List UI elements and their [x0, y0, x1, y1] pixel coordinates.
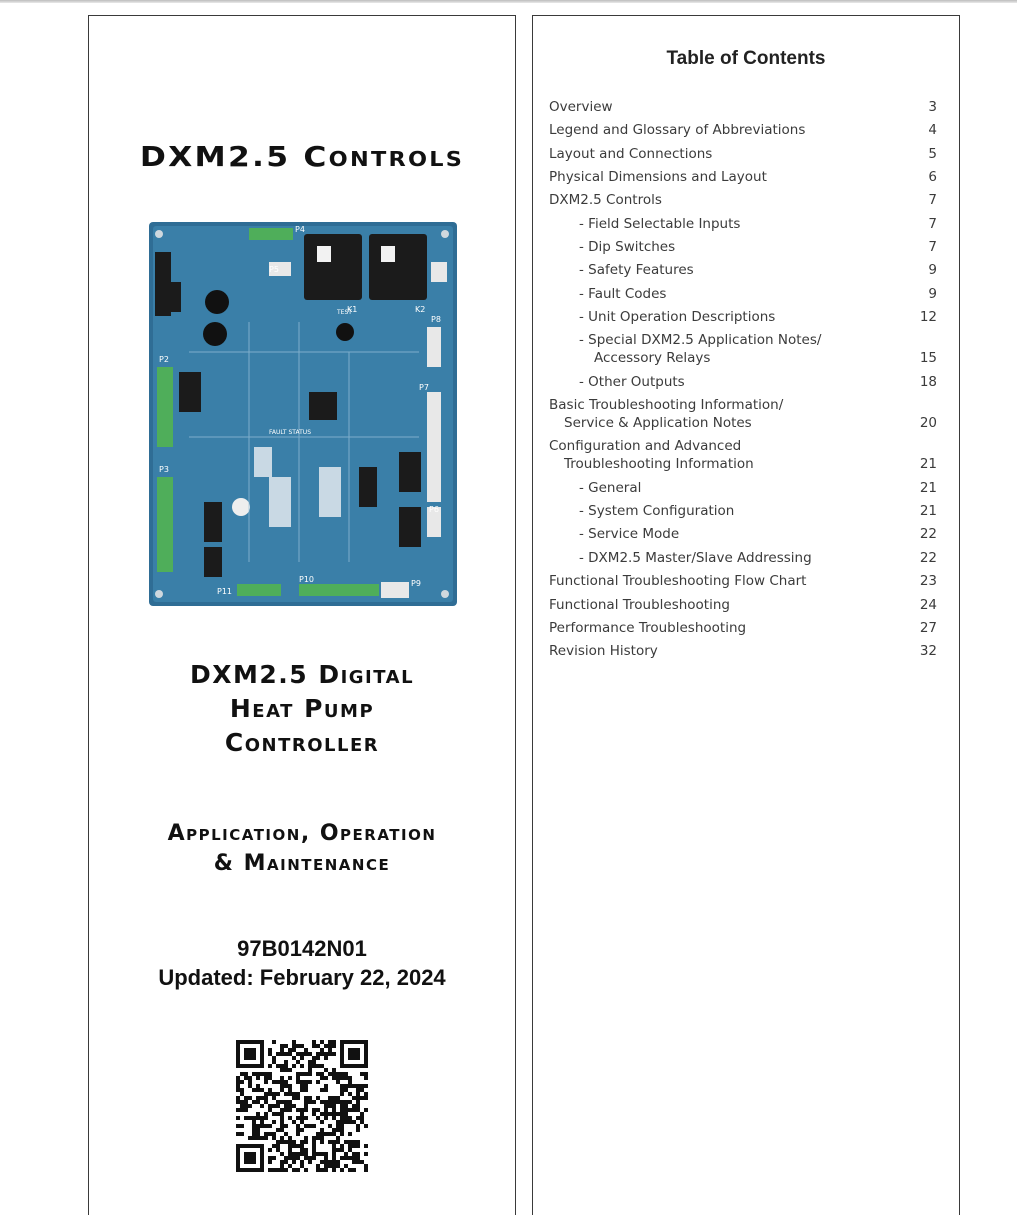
toc-entry-label — [549, 261, 937, 279]
toc-entry-page-number: 6 — [928, 169, 937, 185]
toc-entry-label — [549, 98, 937, 116]
toc-entry[interactable] — [549, 261, 937, 279]
toc-entry[interactable] — [549, 238, 937, 256]
toc-entry-label-line: Overview — [549, 99, 613, 115]
toc-entry-page-number: 5 — [928, 146, 937, 162]
toc-entry-page-number: 21 — [919, 480, 937, 496]
toc-entry-page-number: 21 — [919, 503, 937, 519]
qr-code-icon — [236, 1040, 368, 1172]
board-label-k1: K1 — [347, 305, 358, 314]
toc-entry-page-number: 7 — [928, 239, 937, 255]
toc-entry[interactable] — [549, 373, 937, 391]
toc-entry[interactable] — [549, 308, 937, 326]
toc-entry-label — [549, 479, 937, 497]
cover-title: DXM2.5 Controls — [139, 140, 465, 173]
toc-entry-label-line: Performance Troubleshooting — [549, 620, 747, 636]
toc-entry-label — [549, 168, 937, 186]
toc-entry-page-number: 9 — [928, 262, 937, 278]
toc-entry-label-line: - Dip Switches — [579, 239, 676, 255]
toc-entry-label — [549, 437, 937, 473]
toc-entry-page-number: 20 — [919, 415, 937, 431]
toc-entry-label — [549, 145, 937, 163]
toc-entry-label-line: Legend and Glossary of Abbreviations — [549, 122, 806, 138]
toc-entry-page-number: 15 — [919, 350, 937, 366]
toc-entry-label-line: - Safety Features — [579, 262, 694, 278]
toc-title: Table of Contents — [666, 48, 826, 69]
toc-entry-label-line: DXM2.5 Controls — [549, 192, 662, 208]
toc-entry[interactable] — [549, 619, 937, 637]
board-label-p8: P8 — [431, 315, 441, 324]
toc-entry[interactable] — [549, 437, 937, 473]
subtitle-line: Heat Pump — [229, 694, 375, 723]
toc-entry-label — [549, 238, 937, 256]
toc-entry-page-number: 27 — [919, 620, 937, 636]
toc-entry[interactable] — [549, 98, 937, 116]
toc-entry-page-number: 4 — [928, 122, 937, 138]
toc-entry[interactable] — [549, 331, 937, 367]
toc-entry-label-line: Revision History — [549, 643, 658, 659]
board-label-p10: P10 — [299, 575, 315, 584]
toc-entry-label — [549, 285, 937, 303]
toc-entry[interactable] — [549, 479, 937, 497]
toc-entry[interactable] — [549, 145, 937, 163]
toc-entry-label — [549, 619, 937, 637]
toc-entry-page-number: 18 — [919, 374, 937, 390]
subtitle-line: & Maintenance — [213, 851, 391, 876]
toc-entry[interactable] — [549, 502, 937, 520]
toc-entry-label-line: - System Configuration — [579, 503, 735, 519]
board-label-p5: P5 — [269, 265, 279, 274]
updated-date: Updated: February 22, 2024 — [158, 965, 446, 990]
toc-entry-label-line: Layout and Connections — [549, 146, 713, 162]
toc-entry-label-line: Physical Dimensions and Layout — [549, 169, 767, 185]
toc-entry-label-line: - Special DXM2.5 Application Notes/ — [579, 332, 822, 348]
toc-entry-label — [549, 642, 937, 660]
toc-entry[interactable] — [549, 642, 937, 660]
toc-entry-label-continuation: Troubleshooting Information — [564, 456, 754, 472]
toc-entry-label — [549, 396, 937, 432]
subtitle-line: DXM2.5 Digital — [189, 660, 415, 689]
toc-entry-page-number: 12 — [919, 309, 937, 325]
toc-entry-label — [549, 572, 937, 590]
toc-entry-page-number: 21 — [919, 456, 937, 472]
toc-entry-label — [549, 525, 937, 543]
toc-entry-label-continuation: Service & Application Notes — [564, 415, 752, 431]
subtitle-line: Application, Operation — [167, 821, 437, 846]
toc-entry-label-line: - General — [579, 480, 642, 496]
toc-entry-label-line: - Field Selectable Inputs — [579, 216, 741, 232]
toc-entry[interactable] — [549, 549, 937, 567]
toc-entry[interactable] — [549, 121, 937, 139]
toc-entry[interactable] — [549, 396, 937, 432]
cover-page — [88, 15, 516, 1215]
document-number: 97B0142N01 — [237, 936, 367, 961]
board-label-p2: P2 — [159, 355, 169, 364]
toc-entry-label — [549, 215, 937, 233]
circuit-board-image — [149, 222, 457, 606]
toc-entry-page-number: 7 — [928, 216, 937, 232]
toc-entry-page-number: 3 — [928, 99, 937, 115]
toc-page — [532, 15, 960, 1215]
toc-entry-page-number: 22 — [919, 526, 937, 542]
toc-entry-label — [549, 373, 937, 391]
board-label-p4: P4 — [295, 225, 305, 234]
board-label-test: TEST — [337, 309, 352, 316]
toc-entry-page-number: 23 — [919, 573, 937, 589]
window-top-edge — [0, 0, 1017, 3]
board-label-p7: P7 — [419, 383, 429, 392]
toc-entry-label-line: - DXM2.5 Master/Slave Addressing — [579, 550, 812, 566]
board-label-p11: P11 — [217, 587, 233, 596]
toc-entry-page-number: 22 — [919, 550, 937, 566]
board-label-p3: P3 — [159, 465, 169, 474]
toc-entry-label — [549, 308, 937, 326]
toc-entry-label-line: Functional Troubleshooting Flow Chart — [549, 573, 807, 589]
toc-entry-label-line: - Service Mode — [579, 526, 680, 542]
toc-entry-page-number: 32 — [919, 643, 937, 659]
toc-entry-label — [549, 502, 937, 520]
toc-entry-page-number: 7 — [928, 192, 937, 208]
toc-entry-label-line: Functional Troubleshooting — [549, 597, 730, 613]
toc-entry-label-line: - Other Outputs — [579, 374, 685, 390]
toc-entry-label-line: - Unit Operation Descriptions — [579, 309, 776, 325]
toc-entry[interactable] — [549, 572, 937, 590]
subtitle-line: Controller — [224, 728, 380, 757]
toc-entry-label — [549, 191, 937, 209]
toc-entry-label — [549, 331, 937, 367]
toc-entry-label — [549, 549, 937, 567]
toc-entry-label-line: - Fault Codes — [579, 286, 667, 302]
toc-entry[interactable] — [549, 285, 937, 303]
toc-entry[interactable] — [549, 215, 937, 233]
toc-entry-label — [549, 121, 937, 139]
board-label-k2: K2 — [415, 305, 426, 314]
toc-entry-page-number: 9 — [928, 286, 937, 302]
toc-entry-label-line: Basic Troubleshooting Information/ — [549, 397, 784, 413]
cover-subtitle — [89, 658, 515, 760]
toc-entry-label-continuation: Accessory Relays — [594, 350, 711, 366]
toc-entry[interactable] — [549, 191, 937, 209]
cover-subtitle-application — [89, 819, 515, 879]
toc-entry-page-number: 24 — [919, 597, 937, 613]
board-label-p9: P9 — [411, 579, 421, 588]
board-label-fault: FAULT STATUS — [269, 429, 311, 436]
document-code-block — [89, 934, 515, 992]
toc-entry-label-line: Configuration and Advanced — [549, 438, 742, 454]
toc-entry[interactable] — [549, 525, 937, 543]
toc-entry-label — [549, 596, 937, 614]
toc-entry[interactable] — [549, 168, 937, 186]
toc-entry[interactable] — [549, 596, 937, 614]
board-label-p6: P6 — [429, 505, 439, 514]
